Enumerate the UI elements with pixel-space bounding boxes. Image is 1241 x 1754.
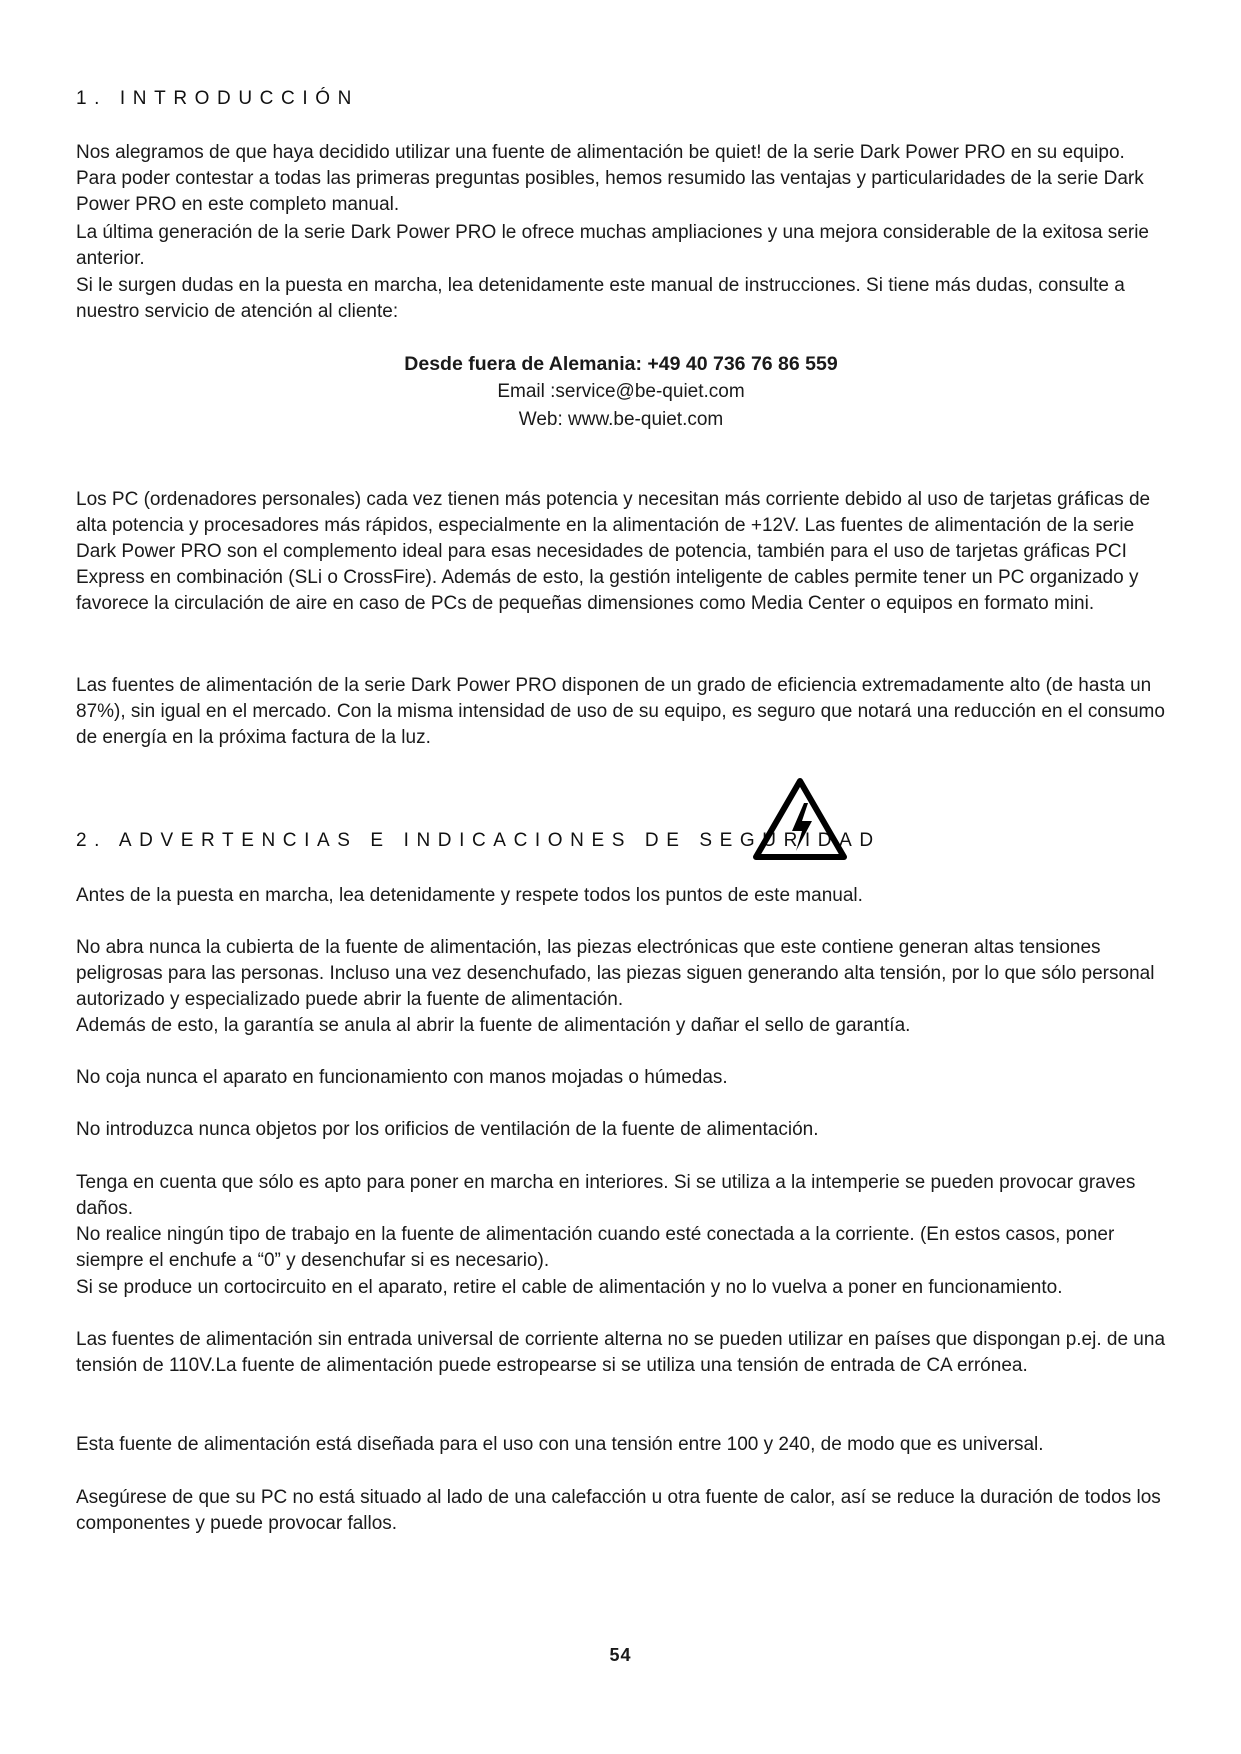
high-voltage-warning-icon <box>752 775 848 863</box>
safety-paragraph-9: Las fuentes de alimentación sin entrada universal de corriente alterna no se pueden utilizar en países que dispongan p.ej. de una tensión de 110V.La fuente de alimentación puede estropearse si se utiliza una tensión de entrada de CA errónea. <box>76 1329 1166 1376</box>
safety-paragraph-10: Esta fuente de alimentación está diseñada para el uso con una tensión entre 100 y 240, de modo que es universal. <box>76 1434 1044 1455</box>
safety-paragraph-8: Si se produce un cortocircuito en el aparato, retire el cable de alimentación y no lo vuelva a poner en funcionamiento. <box>76 1277 1063 1298</box>
section-1-heading: 1. INTRODUCCIÓN <box>76 88 359 109</box>
contact-block <box>76 350 1166 434</box>
safety-paragraph-2: No abra nunca la cubierta de la fuente de alimentación, las piezas electrónicas que este contiene generan altas tensiones peligrosas para las personas. Incluso una vez desenchufado, las piezas siguen generando alta tensión, por lo que sólo personal autorizado y especializado puede abrir la fuente de alimentación. <box>76 937 1155 1010</box>
intro-paragraph-3: Si le surgen dudas en la puesta en marcha, lea detenidamente este manual de instrucciones. Si tiene más dudas, consulte a nuestro servicio de atención al cliente: <box>76 275 1125 322</box>
contact-phone: Desde fuera de Alemania: +49 40 736 76 86 559 <box>404 353 838 375</box>
safety-paragraph-4: No coja nunca el aparato en funcionamiento con manos mojadas o húmedas. <box>76 1067 728 1088</box>
safety-paragraph-6: Tenga en cuenta que sólo es apto para poner en marcha en interiores. Si se utiliza a la intemperie se pueden provocar graves daños. <box>76 1172 1136 1219</box>
intro-paragraph-1: Nos alegramos de que haya decidido utilizar una fuente de alimentación be quiet! de la serie Dark Power PRO en su equipo. Para poder contestar a todas las primeras preguntas posibles, hemos resumido las ventajas y particularidades de la serie Dark Power PRO en este completo manual. <box>76 142 1144 215</box>
safety-paragraph-1: Antes de la puesta en marcha, lea detenidamente y respete todos los puntos de este manual. <box>76 885 863 906</box>
contact-email: Email :service@be-quiet.com <box>497 381 745 402</box>
intro-paragraph-4: Los PC (ordenadores personales) cada vez tienen más potencia y necesitan más corriente debido al uso de tarjetas gráficas de alta potencia y procesadores más rápidos, especialmente en la alimentación de +12V. Las fuentes de alimentación de la serie Dark Power PRO son el complemento ideal para esas necesidades de potencia, también para el uso de tarjetas gráficas PCI Express en combinación (SLi o CrossFire). Además de esto, la gestión inteligente de cables permite tener un PC organizado y favorece la circulación de aire en caso de PCs de pequeñas dimensiones como Media Center o equipos en formato mini. <box>76 489 1151 614</box>
safety-paragraph-5: No introduzca nunca objetos por los orificios de ventilación de la fuente de alimentación. <box>76 1119 819 1140</box>
page-number: 54 <box>609 1645 632 1665</box>
intro-paragraph-5: Las fuentes de alimentación de la serie Dark Power PRO disponen de un grado de eficiencia extremadamente alto (de hasta un 87%), sin igual en el mercado. Con la misma intensidad de uso de su equipo, es seguro que notará una reducción en el consumo de energía en la próxima factura de la luz. <box>76 675 1165 748</box>
safety-paragraph-7: No realice ningún tipo de trabajo en la fuente de alimentación cuando esté conectada a la corriente. (En estos casos, poner siempre el enchufe a “0” y desenchufar si es necesario). <box>76 1224 1115 1271</box>
section-2-heading: 2. ADVERTENCIAS E INDICACIONES DE SEGURIDAD <box>76 830 881 851</box>
contact-web: Web: www.be-quiet.com <box>518 409 724 430</box>
intro-paragraph-2: La última generación de la serie Dark Power PRO le ofrece muchas ampliaciones y una mejora considerable de la exitosa serie anterior. <box>76 222 1149 269</box>
safety-paragraph-3: Además de esto, la garantía se anula al abrir la fuente de alimentación y dañar el sello de garantía. <box>76 1015 911 1036</box>
safety-paragraph-11: Asegúrese de que su PC no está situado al lado de una calefacción u otra fuente de calor, así se reduce la duración de todos los componentes y puede provocar fallos. <box>76 1487 1161 1534</box>
